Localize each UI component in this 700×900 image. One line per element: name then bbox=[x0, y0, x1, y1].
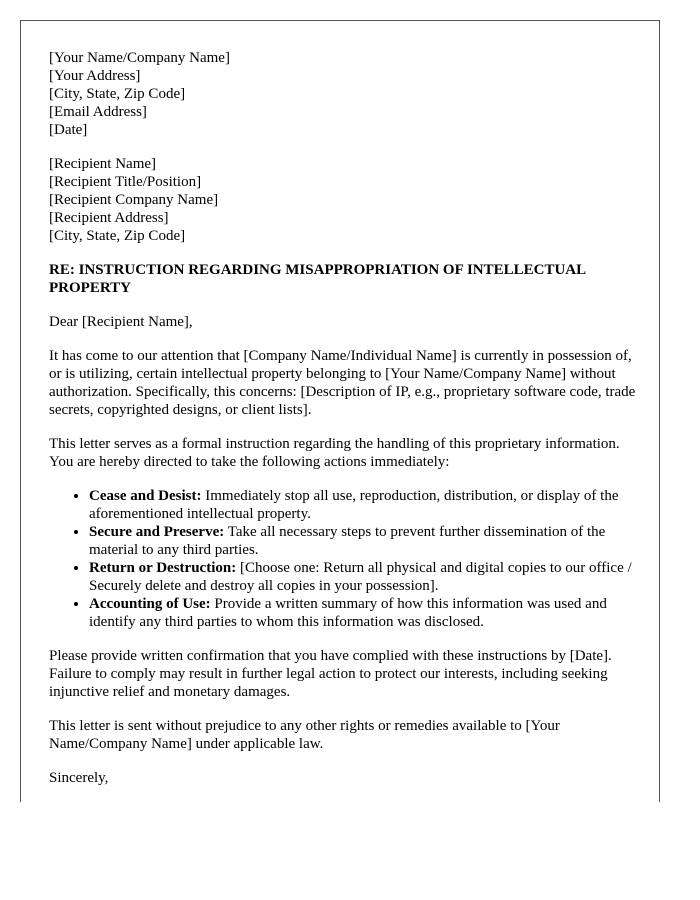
action-label: Secure and Preserve: bbox=[89, 524, 225, 540]
confirmation-paragraph: Please provide written confirmation that you have complied with these instructions by [Date]. Failure to comply may result in further legal action to protect our interests, including seeking injunctive relief and monetary damages. bbox=[49, 648, 612, 700]
salutation: Dear [Recipient Name], bbox=[49, 314, 193, 330]
prejudice-paragraph: This letter is sent without prejudice to any other rights or remedies available to [Your Name/Company Name] under applicable law. bbox=[49, 718, 560, 752]
sender-name: [Your Name/Company Name] bbox=[49, 50, 230, 66]
subject-line: RE: INSTRUCTION REGARDING MISAPPROPRIATION OF INTELLECTUAL PROPERTY bbox=[49, 262, 586, 296]
letter-content bbox=[49, 49, 639, 787]
recipient-address: [Recipient Address] bbox=[49, 210, 169, 226]
list-item bbox=[89, 559, 639, 595]
sender-block bbox=[49, 49, 639, 139]
letter-page bbox=[20, 20, 660, 802]
action-label: Cease and Desist: bbox=[89, 488, 202, 504]
instruction-paragraph: This letter serves as a formal instruction regarding the handling of this proprietary information. You are hereby directed to take the following actions immediately: bbox=[49, 436, 620, 470]
recipient-city-state-zip: [City, State, Zip Code] bbox=[49, 228, 186, 244]
list-item bbox=[89, 523, 639, 559]
closing: Sincerely, bbox=[49, 770, 109, 786]
action-text: [Choose one: Return all physical and digital copies to our office / Securely delete and destroy all copies in your possession]. bbox=[89, 560, 632, 594]
action-text: Provide a written summary of how this information was used and identify any third parties to whom this information was disclosed. bbox=[89, 596, 607, 630]
sender-address: [Your Address] bbox=[49, 68, 141, 84]
actions-list bbox=[49, 487, 639, 631]
list-item bbox=[89, 595, 639, 631]
sender-city-state-zip: [City, State, Zip Code] bbox=[49, 86, 186, 102]
recipient-title: [Recipient Title/Position] bbox=[49, 174, 202, 190]
sender-email: [Email Address] bbox=[49, 104, 147, 120]
recipient-block bbox=[49, 155, 639, 245]
action-label: Accounting of Use: bbox=[89, 596, 211, 612]
action-text: Immediately stop all use, reproduction, distribution, or display of the aforementioned intellectual property. bbox=[89, 488, 619, 522]
intro-paragraph: It has come to our attention that [Company Name/Individual Name] is currently in possession of, or is utilizing, certain intellectual property belonging to [Your Name/Company Name] without authorization. Specifically, this concerns: [Description of IP, e.g., proprietary software code, trade secrets, copyrighted designs, or client lists]. bbox=[49, 348, 636, 418]
recipient-name: [Recipient Name] bbox=[49, 156, 157, 172]
list-item bbox=[89, 487, 639, 523]
letter-date: [Date] bbox=[49, 122, 88, 138]
recipient-company: [Recipient Company Name] bbox=[49, 192, 219, 208]
action-text: Take all necessary steps to prevent further dissemination of the material to any third parties. bbox=[89, 524, 606, 558]
action-label: Return or Destruction: bbox=[89, 560, 237, 576]
